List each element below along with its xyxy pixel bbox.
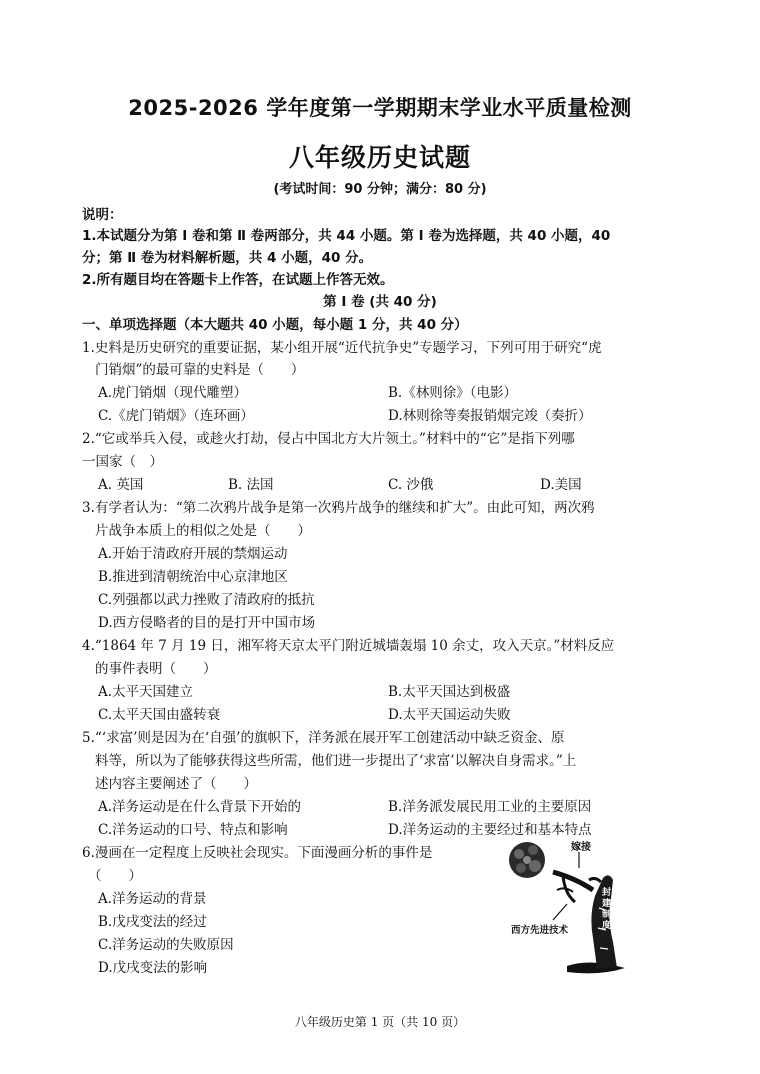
q2-line-1: 2.“它或举兵入侵，或趁火打劫，侵占中国北方大片领土。”材料中的“它”是指下列哪 <box>82 431 575 447</box>
q5-line-3: 述内容主要阐述了（ ） <box>95 776 257 792</box>
section-title: 第 Ⅰ 卷 (共 40 分) <box>323 294 437 310</box>
q2-line-2: 一国家（ ） <box>82 454 163 470</box>
q1-option-d: D.林则徐等奏报销烟完竣（奏折） <box>388 408 592 424</box>
q3-option-c: C.列强都以武力挫败了清政府的抵抗 <box>98 592 315 608</box>
q6-option-c: C.洋务运动的失败原因 <box>98 937 234 953</box>
q2-option-c: C. 沙俄 <box>388 477 434 493</box>
q1-line-1: 1.史料是历史研究的重要证据，某小组开展“近代抗争史”专题学习，下列可用于研究“虎 <box>82 340 602 356</box>
q4-option-a: A.太平天国建立 <box>98 684 194 700</box>
q1-line-2: 门销烟”的最可靠的史料是（ ） <box>95 362 305 378</box>
q6-line-2: （ ） <box>88 868 142 884</box>
q4-option-d: D.太平天国运动失败 <box>388 707 511 723</box>
q5-line-2: 料等，所以为了能够获得这些所需，他们进一步提出了‘求富’以解决自身需求。”上 <box>95 753 577 769</box>
q1-option-c: C.《虎门销烟》（连环画） <box>98 408 254 424</box>
q4-line-2: 的事件表明（ ） <box>95 661 217 677</box>
q3-option-b: B.推进到清朝统治中心京津地区 <box>98 569 288 585</box>
cartoon-label-tech: 西方先进技术 <box>511 925 569 936</box>
q1-option-a: A.虎门销烟（现代雕塑） <box>98 385 248 401</box>
q4-line-1: 4.“1864 年 7 月 19 日，湘军将天京太平门附近城墙轰塌 10 余丈，攻入天京。”材料反应 <box>82 638 615 654</box>
q5-option-c: C.洋务运动的口号、特点和影响 <box>98 822 288 838</box>
exam-info: (考试时间：90 分钟；满分：80 分) <box>273 182 487 197</box>
q5-option-a: A.洋务运动是在什么背景下开始的 <box>98 799 302 815</box>
q2-option-d: D.美国 <box>540 477 582 493</box>
instructions-line-1a: 1.本试题分为第 Ⅰ 卷和第 Ⅱ 卷两部分，共 44 小题。第 Ⅰ 卷为选择题，共 40 小题，40 <box>82 228 611 244</box>
q3-option-a: A.开始于清政府开展的禁烟运动 <box>98 546 288 562</box>
q3-line-1: 3.有学者认为：“第二次鸦片战争是第一次鸦片战争的继续和扩大”。由此可知，两次鸦 <box>82 500 595 516</box>
cartoon-label-trunk: 封建制度 <box>602 888 612 931</box>
cartoon-illustration <box>505 838 635 978</box>
cartoon-label-graft: 嫁接 <box>571 842 591 853</box>
exam-title: 2025-2026 学年度第一学期期末学业水平质量检测 <box>128 96 632 120</box>
page-footer: 八年级历史第 1 页（共 10 页） <box>294 1015 466 1029</box>
q5-option-d: D.洋务运动的主要经过和基本特点 <box>388 822 592 838</box>
q6-option-d: D.戊戌变法的影响 <box>98 960 208 976</box>
q4-option-b: B.太平天国达到极盛 <box>388 684 511 700</box>
cartoon-tree-icon <box>505 838 635 978</box>
q3-line-2: 片战争本质上的相似之处是（ ） <box>95 523 311 539</box>
q2-option-b: B. 法国 <box>228 477 274 493</box>
q4-option-c: C.太平天国由盛转衰 <box>98 707 221 723</box>
q6-line-1: 6.漫画在一定程度上反映社会现实。下面漫画分析的事件是 <box>82 845 433 861</box>
q6-option-a: A.洋务运动的背景 <box>98 891 207 907</box>
instructions-label: 说明： <box>82 207 123 223</box>
q5-option-b: B.洋务派发展民用工业的主要原因 <box>388 799 592 815</box>
instructions-line-2: 2.所有题目均在答题卡上作答，在试题上作答无效。 <box>82 272 394 288</box>
instructions-line-1b: 分；第 Ⅱ 卷为材料解析题，共 4 小题，40 分。 <box>82 250 373 266</box>
q5-line-1: 5.“‘求富’则是因为在‘自强’的旗帜下，洋务派在展开军工创建活动中缺乏资金、原 <box>82 730 565 746</box>
q6-option-b: B.戊戌变法的经过 <box>98 914 207 930</box>
q3-option-d: D.西方侵略者的目的是打开中国市场 <box>98 615 316 631</box>
q1-option-b: B.《林则徐》（电影） <box>388 385 517 401</box>
q2-option-a: A. 英国 <box>98 477 144 493</box>
exam-subtitle: 八年级历史试题 <box>288 143 471 172</box>
part-title: 一、单项选择题（本大题共 40 小题，每小题 1 分，共 40 分） <box>82 317 468 333</box>
